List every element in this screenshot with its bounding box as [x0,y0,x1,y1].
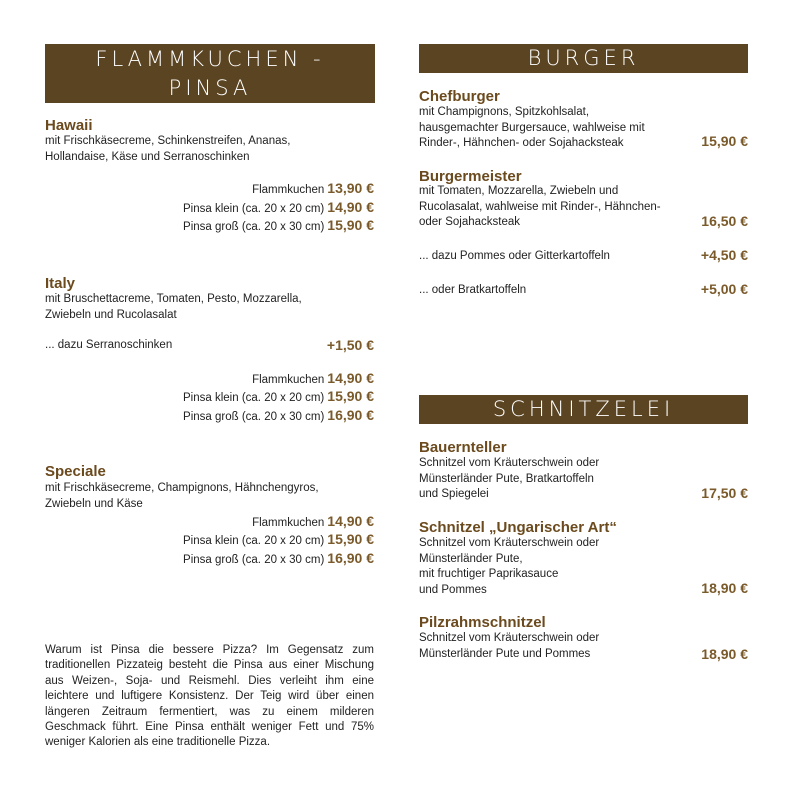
banner-line-2: PINSA [168,76,252,100]
ungarischer-art-title: Schnitzel „Ungarischer Art“ [419,519,617,536]
burger-extra-pommes-price: +4,50 € [700,247,748,263]
burger-extra-bratkartoffeln-label: ... oder Bratkartoffeln [419,284,527,296]
bauernteller-description: Schnitzel vom Kräuterschwein oder Münsterländer Pute, Bratkartoffeln und Spiegelei [419,457,600,500]
pilzrahmschnitzel-price: 18,90 € [701,646,748,662]
speciale-price-pinsa-klein: Pinsa klein (ca. 20 x 20 cm) 15,90 € [183,531,374,547]
bauernteller-price: 17,50 € [701,485,748,501]
hawaii-price-pinsa-klein: Pinsa klein (ca. 20 x 20 cm) 14,90 € [183,199,374,215]
speciale-description: mit Frischkäsecreme, Champignons, Hähnchengyros, Zwiebeln und Käse [45,482,319,510]
ungarischer-art-description: Schnitzel vom Kräuterschwein oder Münsterländer Pute, mit fruchtiger Paprikasauce und Pommes [419,537,600,596]
burger-extra-bratkartoffeln-price: +5,00 € [700,281,748,297]
chefburger-title: Chefburger [419,88,500,105]
speciale-price-flammkuchen: Flammkuchen 14,90 € [252,513,374,529]
burger-extra-pommes-label: ... dazu Pommes oder Gitterkartoffeln [419,250,610,262]
chefburger-price: 15,90 € [701,133,748,149]
italy-extra-label: ... dazu Serranoschinken [45,339,173,351]
pinsa-info-note: Warum ist Pinsa die bessere Pizza? Im Gegensatz zum traditionellen Pizzateig besteht die Pinsa aus einer Mischung aus Weizen-, Soja- und Reismehl. Dies verleiht ihm eine leichtere und luftigere Konsistenz. Der Teig wird über einen längeren Zeitraum fermentiert, was zu einem milderen Geschmack führt. Eine Pinsa enthält weniger Fett und 75% weniger Kalorien als eine traditionelle Pizza. [45,644,374,749]
speciale-price-pinsa-gross: Pinsa groß (ca. 20 x 30 cm) 16,90 € [183,550,374,566]
speciale-title: Speciale [45,463,106,480]
hawaii-price-pinsa-gross: Pinsa groß (ca. 20 x 30 cm) 15,90 € [183,217,374,233]
italy-extra-price: +1,50 € [326,337,374,353]
hawaii-description: mit Frischkäsecreme, Schinkenstreifen, Ananas, Hollandaise, Käse und Serranoschinken [45,135,291,163]
pilzrahmschnitzel-title: Pilzrahmschnitzel [419,614,546,631]
flammkuchen-pinsa-banner [45,44,375,103]
burgermeister-price: 16,50 € [701,213,748,229]
bauernteller-title: Bauernteller [419,439,507,456]
schnitzelei-banner: SCHNITZELEI [419,395,748,424]
burger-banner: BURGER [419,44,748,73]
banner-line-1: FLAMMKUCHEN - [95,47,325,71]
italy-price-pinsa-klein: Pinsa klein (ca. 20 x 20 cm) 15,90 € [183,388,374,404]
italy-title: Italy [45,275,76,292]
italy-description: mit Bruschettacreme, Tomaten, Pesto, Mozzarella, Zwiebeln und Rucolasalat [45,293,302,321]
italy-price-pinsa-gross: Pinsa groß (ca. 20 x 30 cm) 16,90 € [183,407,374,423]
burgermeister-description: mit Tomaten, Mozzarella, Zwiebeln und Rucolasalat, wahlweise mit Rinder-, Hähnchen- oder Sojahacksteak [419,185,661,228]
ungarischer-art-price: 18,90 € [701,580,748,596]
pilzrahmschnitzel-description: Schnitzel vom Kräuterschwein oder Münsterländer Pute und Pommes [419,632,600,660]
chefburger-description: mit Champignons, Spitzkohlsalat, hausgemachter Burgersauce, wahlweise mit Rinder-, Hähnchen- oder Sojahacksteak [419,106,645,149]
burgermeister-title: Burgermeister [419,168,522,185]
italy-price-flammkuchen: Flammkuchen 14,90 € [252,370,374,386]
hawaii-price-flammkuchen: Flammkuchen 13,90 € [252,180,374,196]
hawaii-title: Hawaii [45,117,93,134]
